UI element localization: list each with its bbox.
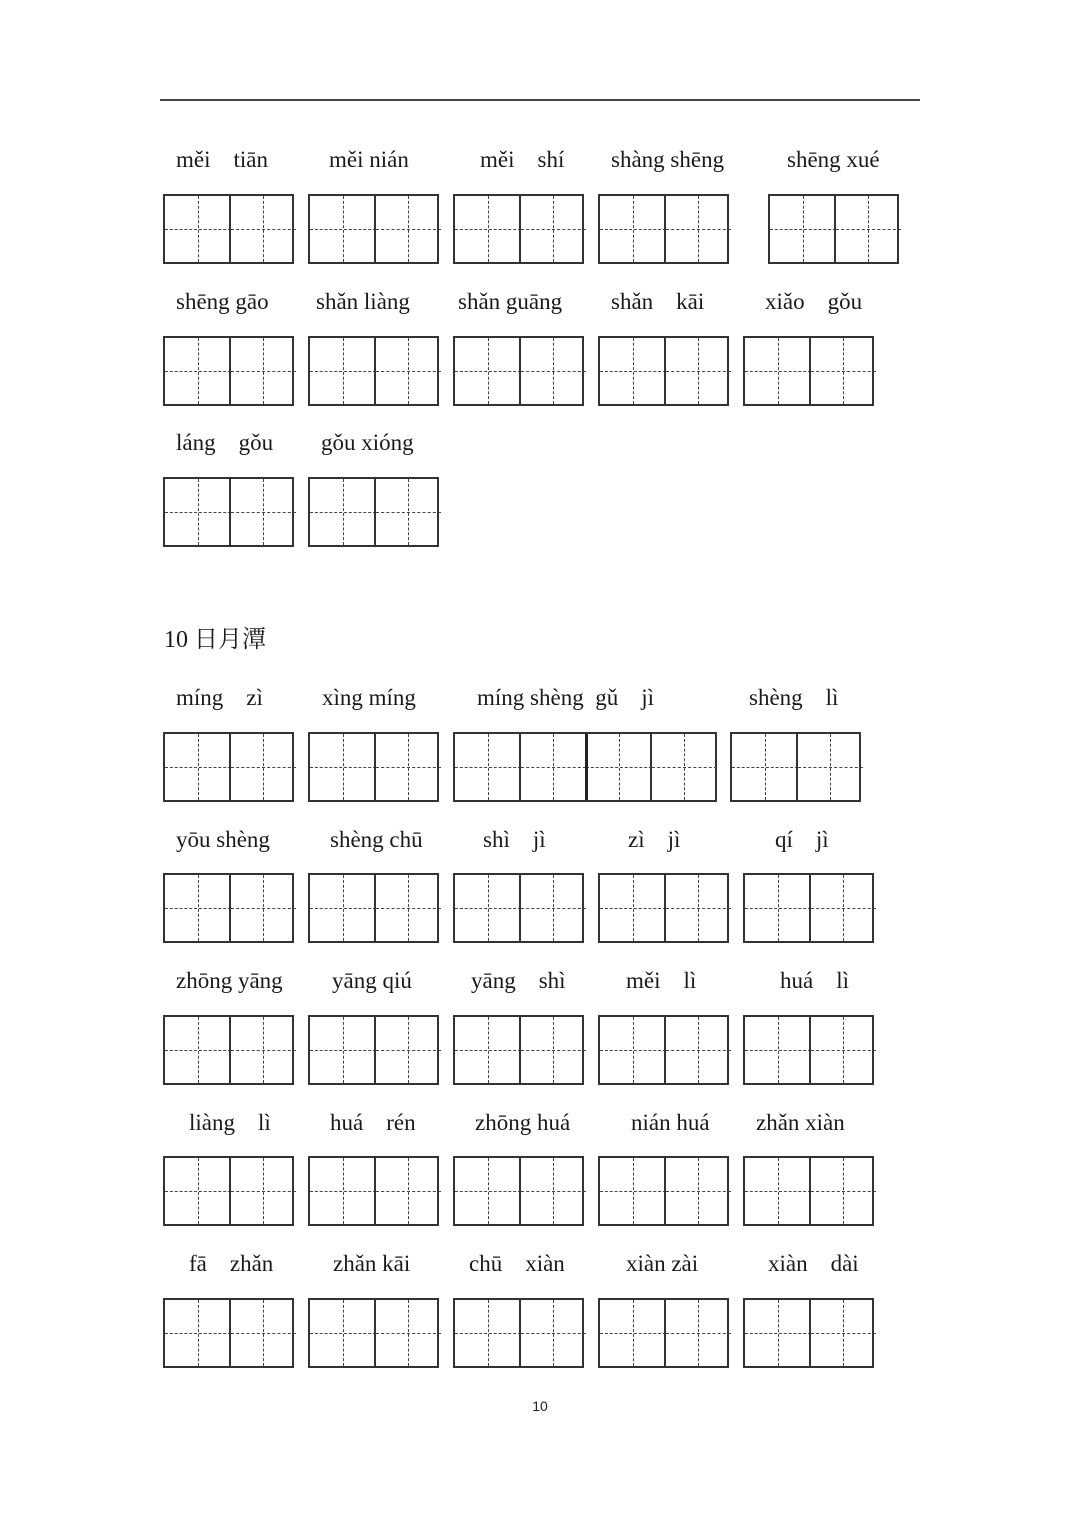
writing-grid[interactable] <box>163 1298 294 1368</box>
writing-grid[interactable] <box>730 732 861 802</box>
writing-grid[interactable] <box>453 732 717 802</box>
pinyin-label: zhōng yāng <box>176 968 283 993</box>
writing-grid[interactable] <box>308 336 439 406</box>
pinyin-label: měi tiān <box>176 147 268 172</box>
writing-grid[interactable] <box>308 1015 439 1085</box>
writing-grid[interactable] <box>163 194 294 264</box>
pinyin-label: xiǎo gǒu <box>765 289 863 314</box>
writing-grid[interactable] <box>163 477 294 547</box>
pinyin-label: míng zì <box>176 685 263 710</box>
writing-grid[interactable] <box>453 1298 584 1368</box>
pinyin-label: shèng lì <box>749 685 839 710</box>
writing-grid[interactable] <box>598 1156 729 1226</box>
writing-grid[interactable] <box>453 194 584 264</box>
pinyin-label: zhōng huá <box>475 1110 571 1135</box>
pinyin-label: míng shèng gǔ jì <box>477 685 654 710</box>
writing-grid[interactable] <box>308 1298 439 1368</box>
pinyin-label: shǎn liàng <box>316 289 410 314</box>
pinyin-label: liàng lì <box>189 1110 271 1135</box>
page-number: 10 <box>532 1398 548 1414</box>
writing-grid[interactable] <box>743 1298 874 1368</box>
writing-grid[interactable] <box>163 873 294 943</box>
pinyin-label: shàng shēng <box>611 147 725 172</box>
writing-grid[interactable] <box>598 1015 729 1085</box>
pinyin-label: huá rén <box>330 1110 416 1135</box>
pinyin-label: láng gǒu <box>176 430 274 455</box>
pinyin-label: shǎn kāi <box>611 289 705 314</box>
writing-grid[interactable] <box>598 1298 729 1368</box>
writing-grid[interactable] <box>598 873 729 943</box>
writing-grid[interactable] <box>453 1015 584 1085</box>
pinyin-label: měi shí <box>480 147 565 172</box>
writing-grid[interactable] <box>743 873 874 943</box>
writing-grid[interactable] <box>743 1015 874 1085</box>
pinyin-label: yāng shì <box>471 968 566 993</box>
writing-grid[interactable] <box>743 1156 874 1226</box>
pinyin-label: shǎn guāng <box>458 289 563 314</box>
pinyin-label: měi lì <box>626 968 697 993</box>
writing-grid[interactable] <box>308 477 439 547</box>
writing-grid[interactable] <box>598 336 729 406</box>
pinyin-label: xiàn dài <box>768 1251 859 1276</box>
pinyin-label: měi nián <box>329 147 409 172</box>
writing-grid[interactable] <box>453 336 584 406</box>
writing-grid[interactable] <box>453 1156 584 1226</box>
lesson-title: 10 日月潭 <box>164 627 266 653</box>
pinyin-label: qí jì <box>775 827 829 852</box>
pinyin-label: zì jì <box>628 827 681 852</box>
pinyin-label: fā zhǎn <box>189 1251 274 1276</box>
pinyin-label: xiàn zài <box>626 1251 699 1276</box>
pinyin-label: zhǎn xiàn <box>756 1110 845 1135</box>
pinyin-label: shēng xué <box>787 147 880 172</box>
writing-grid[interactable] <box>163 732 294 802</box>
writing-grid[interactable] <box>308 194 439 264</box>
writing-grid[interactable] <box>308 873 439 943</box>
pinyin-label: xìng míng <box>322 685 416 710</box>
pinyin-label: zhǎn kāi <box>333 1251 411 1276</box>
pinyin-label: chū xiàn <box>469 1251 565 1276</box>
pinyin-label: shèng chū <box>330 827 423 852</box>
pinyin-label: yōu shèng <box>176 827 270 852</box>
pinyin-label: shēng gāo <box>176 289 269 314</box>
writing-grid[interactable] <box>768 194 899 264</box>
writing-grid[interactable] <box>163 336 294 406</box>
writing-grid[interactable] <box>453 873 584 943</box>
writing-grid[interactable] <box>308 1156 439 1226</box>
pinyin-label: yāng qiú <box>332 968 412 993</box>
writing-grid[interactable] <box>743 336 874 406</box>
header-rule <box>160 99 920 101</box>
pinyin-label: huá lì <box>780 968 849 993</box>
writing-grid[interactable] <box>163 1015 294 1085</box>
writing-grid[interactable] <box>308 732 439 802</box>
writing-grid[interactable] <box>598 194 729 264</box>
pinyin-label: gǒu xióng <box>321 430 414 455</box>
pinyin-label: shì jì <box>483 827 546 852</box>
writing-grid[interactable] <box>163 1156 294 1226</box>
pinyin-label: nián huá <box>631 1110 710 1135</box>
